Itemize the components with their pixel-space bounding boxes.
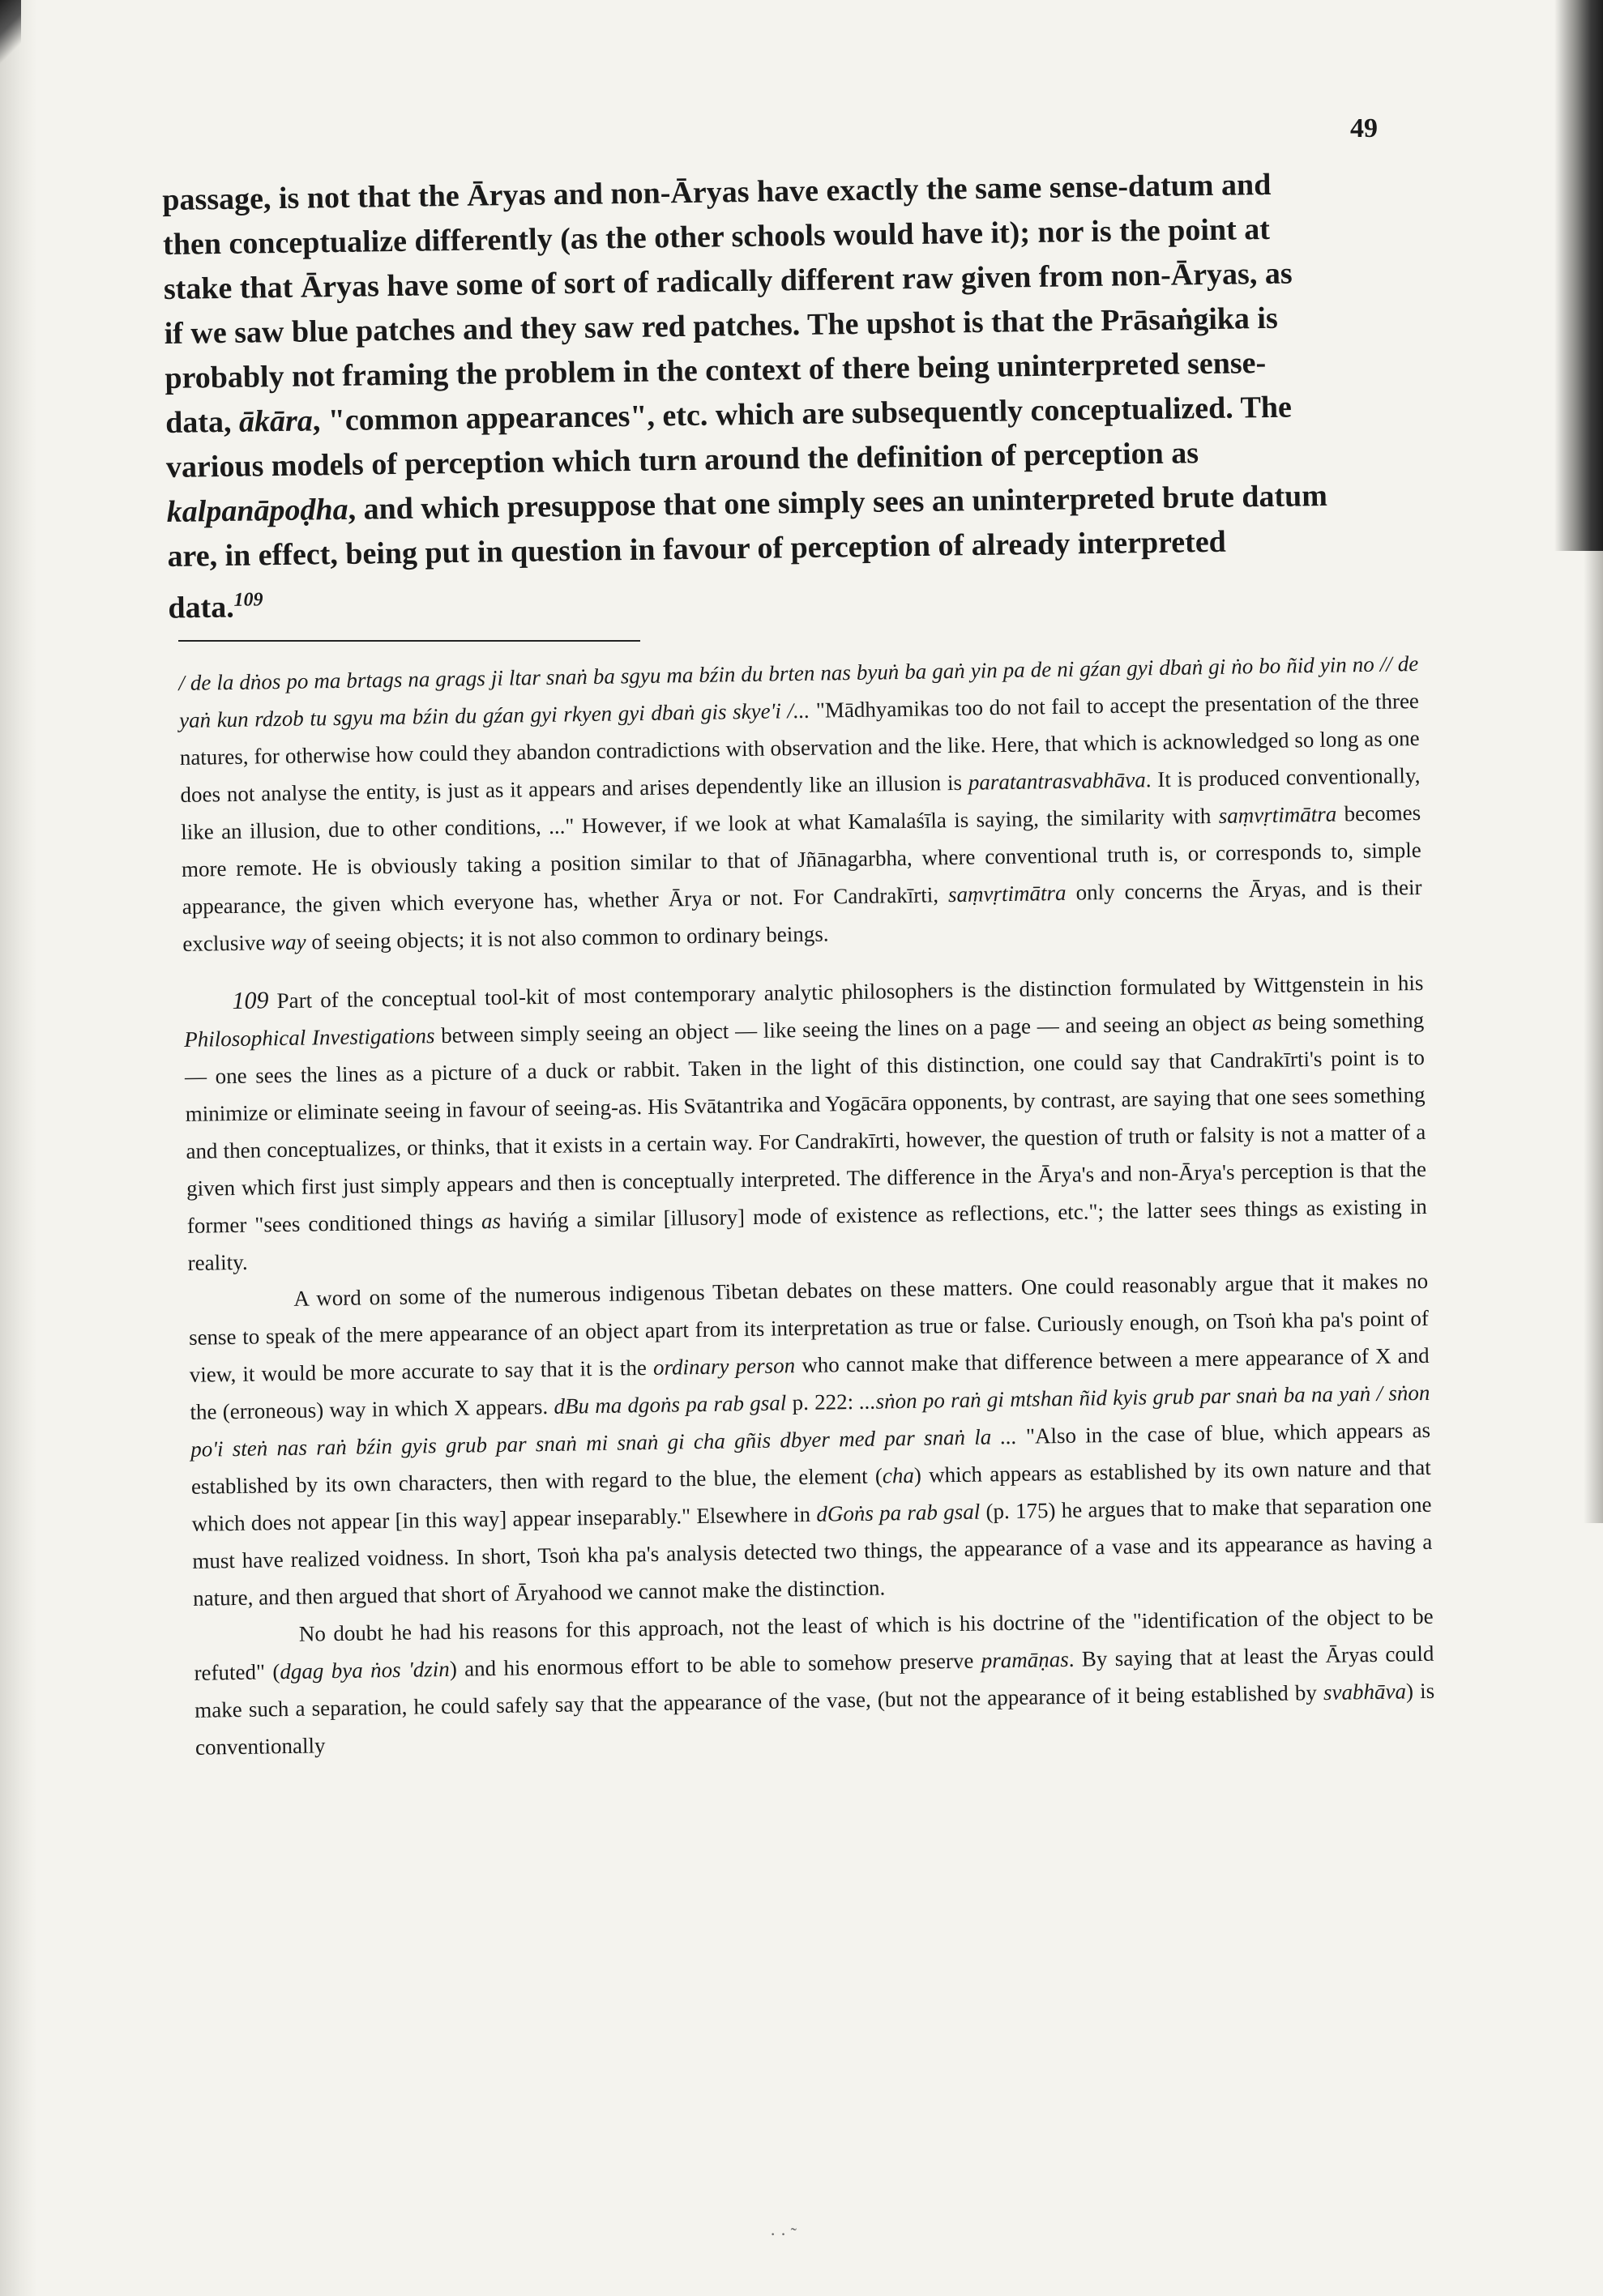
footnotes (178, 645, 1435, 1766)
footnote-109-paragraph-2: A word on some of the numerous indigenous Tibetan debates on these matters. One could reasonably argue that it makes no sense to speak of the mere appearance of an object apart from its interpretation as true or false. Curiously enough, on Tsoṅ kha pa's point of view, it would be more accurate to say that it is the ordinary person who cannot make that difference between a mere appearance of X and the (erroneous) way in which X appears. dBu ma dgoṅs pa rab gsal p. 222: ...sṅon po raṅ gi mtshan ñid kyis grub par snaṅ ba na yaṅ / sṅon po'i steṅ nas raṅ bźin gyis grub par snaṅ mi snaṅ gi cha gñis dbyer med par snaṅ la ... "Also in the case of blue, which appears as established by its own characters, then with regard to the blue, the element (cha) which appears as established by its own nature and that which does not appear [in this way] appear inseparably." Elsewhere in dGoṅs pa rab gsal (p. 175) he argues that to make that separation one must have realized voidness. In short, Tsoṅ kha pa's analysis detected two things, the appearance of a vase and its appearance as having a nature, and then argued that short of Āryahood we cannot make the distinction. (188, 1268, 1433, 1611)
footnote-rule (178, 640, 640, 642)
footnote-number: 109 (232, 987, 269, 1015)
scan-edge-right-shadow (1584, 551, 1603, 1523)
main-line: data.$^{109}$ (168, 589, 263, 625)
footnote-marker: 109 (233, 589, 263, 611)
main-line: kalpanāpoḍha, and which presuppose that one simply sees an uninterpreted brute datum (166, 478, 1328, 529)
footnote-109: 109 Part of the conceptual tool-kit of most contemporary analytic philosophers is the distinction formulated by Wittgenstein in his Philosophical Investigations between simply seeing an object — like seeing the lines on a page — and seeing an object as being something — one sees the lines as a picture of a duck or rabbit. Taken in the light of this distinction, one could say that Candrakīrti's point is to minimize or eliminate seeing in favour of seeing-as. His Svātantrika and Yogācāra opponents, by contrast, are saying that one sees something and then conceptualizes, or thinks, that it exists in a certain way. For Candrakīrti, however, the question of truth or falsity is not a matter of a given which first just simply appears and then is conceptually interpreted. The difference in the Ārya's and non-Ārya's perception is that the former "sees conditioned things as havińg a similar [illusory] mode of existence as reflections, etc."; the latter sees things as existing in reality. (184, 970, 1427, 1275)
scan-edge-left (0, 0, 37, 2296)
main-line: various models of perception which turn around the definition of perception as (165, 436, 1199, 484)
main-line: passage, is not that the Āryas and non-Āryas have exactly the same sense-datum and (162, 167, 1272, 217)
main-line: data, ākāra, "common appearances", etc. which are subsequently conceptualized. The (165, 390, 1293, 440)
main-paragraph (162, 161, 1392, 631)
footnote-continued: / de la dṅos po ma brtags na grags ji ltar snaṅ ba sgyu ma bźin du brten nas byuṅ ba gaṅ yin pa de ni gźan gyi dbaṅ gi ṅo bo ñid yin no // de yaṅ kun rdzob tu sgyu ma bźin du gźan gyi rkyen gyi dbaṅ gis skye'i /... "Mādhyamikas too do not fail to accept the presentation of the three natures, for otherwise how could they abandon contradictions with observation and the like. Here, that which is acknowledged so long as one does not analyse the entity, is just as it appears and arises dependently like an illusion is paratantrasvabhāva. It is produced conventionally, like an illusion, due to other conditions, ..." However, if we look at what Kamalaśīla is saying, the similarity with saṃvṛtimātra becomes more remote. He is obviously taking a position similar to that of Jñānagarbha, where conventional truth is, or corresponds to, simple appearance, the given which everyone has, whether Ārya or not. For Candrakīrti, saṃvṛtimātra only concerns the Āryas, and is their exclusive way of seeing objects; it is not also common to ordinary beings. (178, 651, 1422, 956)
scan-edge-right (1554, 0, 1603, 551)
main-line: stake that Āryas have some of sort of radically different raw given from non-Āryas, as (163, 256, 1293, 306)
scan-specks: · · ˜ (770, 2224, 797, 2244)
page-number: 49 (1350, 113, 1378, 143)
term-akara: ākāra (238, 403, 314, 439)
tibetan-quote: / de la dṅos po ma brtags na grags ji ltar snaṅ ba sgyu ma bźin du brten nas byuṅ ba gaṅ yin pa de ni gźan gyi dbaṅ gi ṅo bo ñid yin no // de yaṅ kun rdzob tu sgyu ma bźin du gźan gyi rkyen gyi dbaṅ gis skye'i /... (178, 651, 1419, 732)
tibetan-quote: ...sṅon po raṅ gi mtshan ñid kyis grub par snaṅ ba na yaṅ / sṅon po'i steṅ nas raṅ bźin gyis grub par snaṅ mi snaṅ gi cha gñis dbyer med par snaṅ la ... (190, 1380, 1430, 1462)
main-line: then conceptualize differently (as the other schools would have it); nor is the point at (162, 211, 1271, 262)
footnote-109-paragraph-3: No doubt he had his reasons for this approach, not the least of which is his doctrine of the "identification of the object to be refuted" (dgag bya ṅos 'dzin) and his enormous effort to be able to somehow preserve pramāṇas. By saying that at least the Āryas could make such a separation, he could safely say that the appearance of the vase, (but not the appearance of it being established by svabhāva) is conventionally (194, 1603, 1435, 1760)
term-kalpanapodha: kalpanāpoḍha (166, 492, 348, 529)
main-line: if we saw blue patches and they saw red patches. The upshot is that the Prāsaṅgika is (164, 301, 1278, 351)
main-line: are, in effect, being put in question in favour of perception of already interpreted (167, 524, 1227, 574)
main-line: probably not framing the problem in the context of there being uninterpreted sense- (165, 346, 1267, 395)
